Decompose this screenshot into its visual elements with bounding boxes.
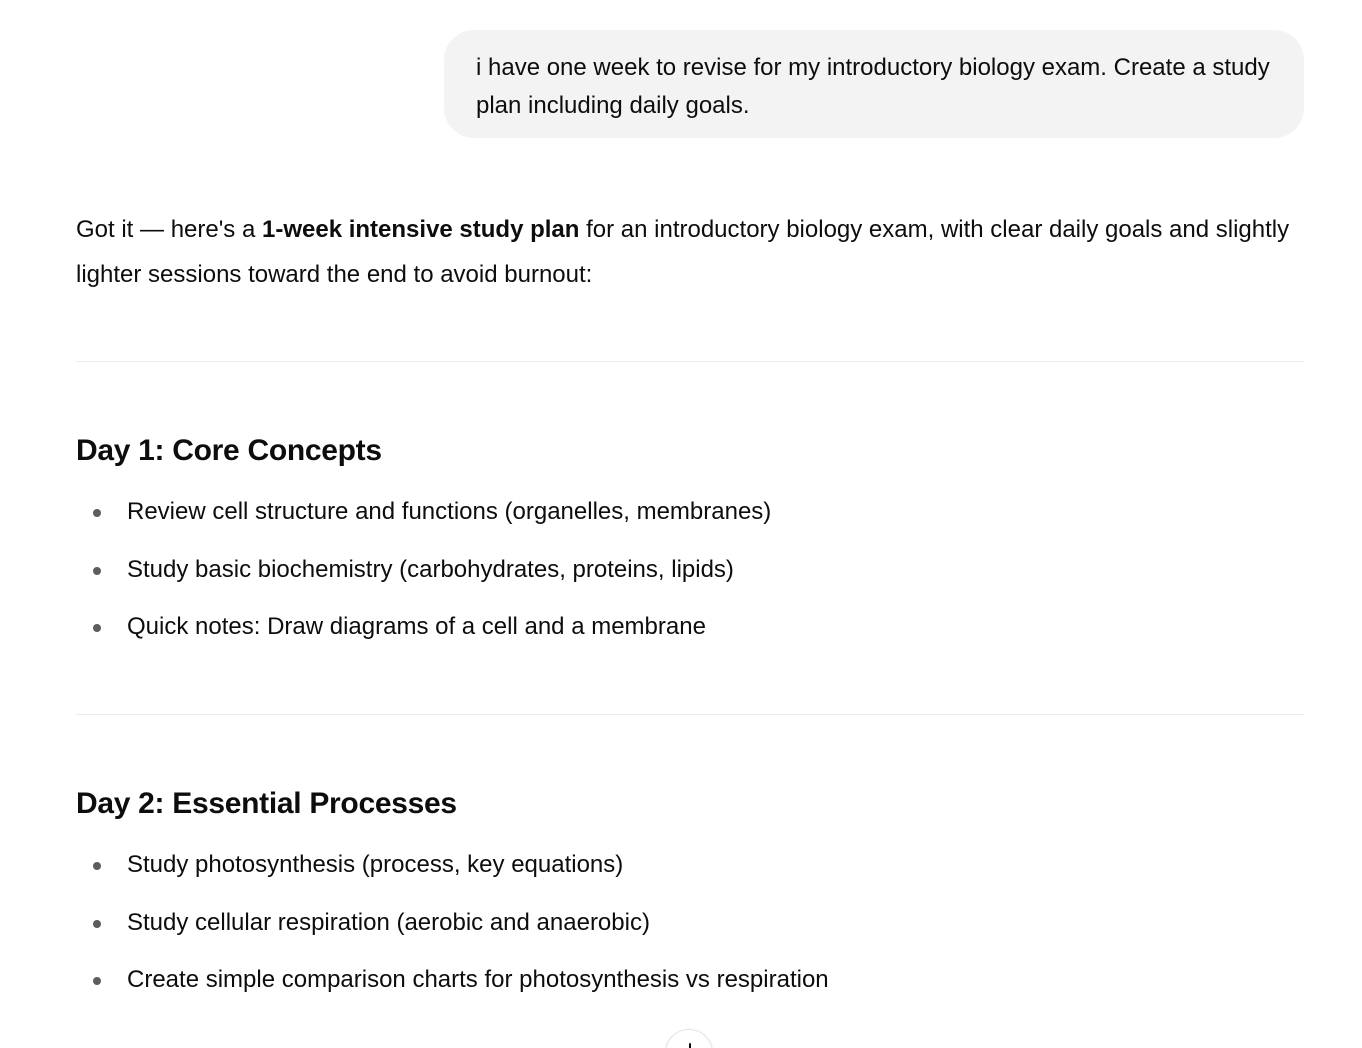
goal-text: Review cell structure and functions (organelles, membranes) — [127, 498, 772, 525]
list-item — [76, 848, 1304, 906]
section-divider — [76, 361, 1304, 362]
goal-text: Study basic biochemistry (carbohydrates, proteins, lipids) — [127, 555, 734, 583]
day-1-goal-list — [76, 495, 1304, 668]
goal-text: Create simple comparison charts for photosynthesis vs respiration — [127, 966, 829, 993]
user-message-text: i have one week to revise for my introductory biology exam. Create a study plan including daily goals. — [476, 54, 1270, 119]
goal-text: Quick notes: Draw diagrams of a cell and a membrane — [127, 613, 706, 640]
list-item — [76, 495, 1304, 553]
goal-text: Study photosynthesis (process, key equations) — [127, 851, 624, 878]
goal-text: Study cellular respiration (aerobic and anaerobic) — [127, 908, 650, 936]
list-item — [76, 553, 1304, 611]
list-item — [76, 610, 1304, 668]
day-2-heading: Day 2: Essential Processes — [76, 787, 457, 820]
user-message-bubble — [444, 30, 1304, 138]
intro-text-end: for an introductory biology exam, with clear daily goals and slightly lighter sessions toward the end to avoid burnout: — [76, 216, 1290, 288]
arrow-down-icon — [689, 1043, 691, 1048]
day-2-goal-list — [76, 848, 1304, 1021]
bullet-icon — [93, 509, 101, 517]
bullet-icon — [93, 624, 101, 632]
intro-bold-text: 1-week intensive study plan — [262, 216, 580, 243]
list-item — [76, 963, 1304, 1021]
section-divider — [76, 714, 1304, 715]
scroll-to-bottom-button[interactable] — [665, 1029, 713, 1048]
list-item — [76, 906, 1304, 964]
intro-text-start: Got it — here's a — [76, 216, 262, 243]
bullet-icon — [93, 862, 101, 870]
assistant-intro — [76, 207, 1304, 297]
bullet-icon — [93, 920, 101, 928]
bullet-icon — [93, 567, 101, 575]
bullet-icon — [93, 977, 101, 985]
day-1-heading: Day 1: Core Concepts — [76, 434, 382, 467]
